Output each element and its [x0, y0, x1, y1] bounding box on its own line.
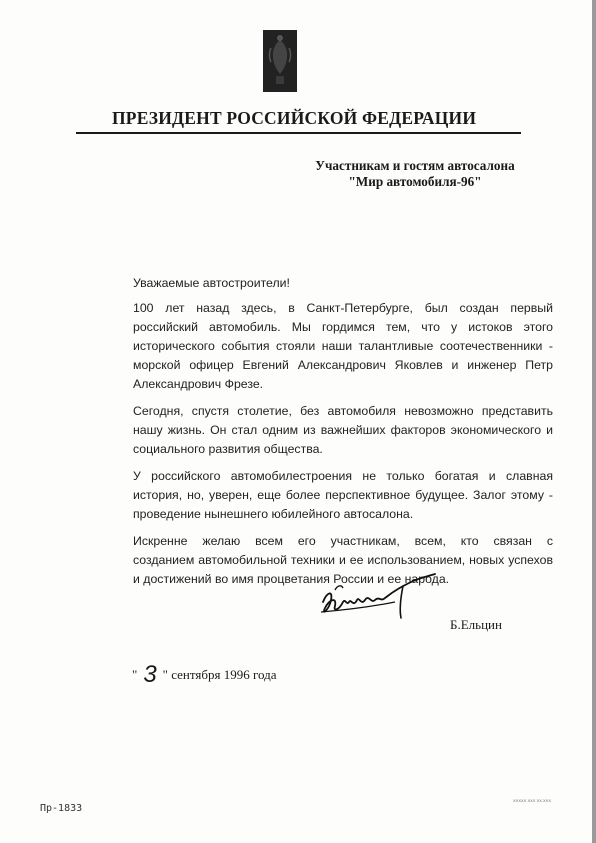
text-line: Сегодня, спустя столетие, без автомобиля невозможно представить: [133, 404, 553, 418]
text-line: морской офицер Евгений Александрович Яковлев и инженер Петр: [133, 358, 553, 372]
letter-date: [132, 661, 277, 689]
text-line: российский автомобиль. Мы гордимся тем, что у истоков этого: [133, 320, 553, 334]
paragraph-3: [133, 467, 553, 524]
registration-number: Пр-1833: [40, 803, 83, 814]
page-title: ПРЕЗИДЕНТ РОССИЙСКОЙ ФЕДЕРАЦИИ: [112, 108, 477, 128]
date-open-quote: ": [132, 667, 138, 682]
signer-name: Б.Ельцин: [450, 617, 502, 632]
text-line: и достижений во имя процветания России и ее народа.: [133, 572, 450, 586]
text-line: социального развития общества.: [133, 442, 323, 456]
greeting: Уважаемые автостроители!: [133, 276, 290, 290]
text-line: 100 лет назад здесь, в Санкт-Петербурге, был создан первый: [133, 301, 553, 315]
text-line: нашу жизнь. Он стал одним из важнейших факторов экономического и: [133, 423, 553, 437]
paragraph-2: [133, 402, 553, 459]
addressee-line-2: "Мир автомобиля-96": [348, 174, 482, 189]
title-divider: [76, 132, 521, 134]
text-line: исторического события стояли наши талантливые соотечественники -: [133, 339, 553, 353]
paragraph-1: [133, 299, 553, 394]
text-line: история, но, уверен, еще более перспективное будущее. Залог этому -: [133, 488, 553, 502]
scan-edge: [592, 0, 596, 843]
date-day: 3: [143, 661, 157, 688]
text-line: проведение нынешнего юбилейного автосалона.: [133, 507, 414, 521]
text-line: Александрович Фрезе.: [133, 377, 264, 391]
letter-body: [133, 274, 553, 597]
addressee-block: [300, 158, 530, 190]
handwritten-signature: [315, 572, 465, 632]
coat-of-arms-icon: [263, 30, 297, 92]
addressee-line-1: Участникам и гостям автосалона: [315, 158, 515, 173]
footer-code: XXXXX XXX XX.XXX: [513, 798, 552, 803]
text-line: У российского автомобилестроения не только богатая и славная: [133, 469, 553, 483]
text-line: Искренне желаю всем его участникам, всем, кто связан с: [133, 534, 553, 548]
date-rest: " сентября 1996 года: [162, 667, 277, 682]
text-line: созданием автомобильной техники и ее использованием, новых успехов: [133, 553, 553, 567]
